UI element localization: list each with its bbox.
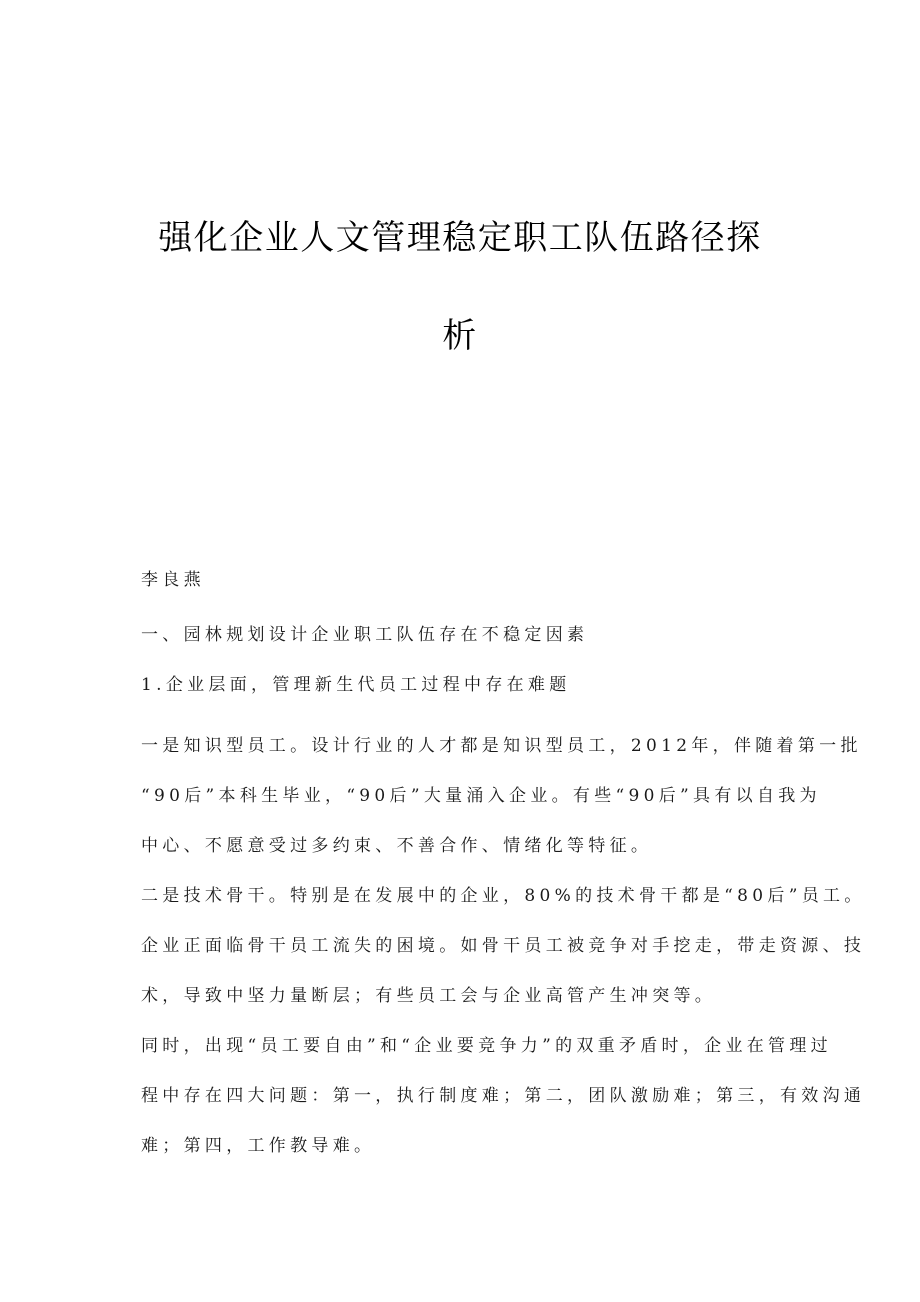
section-heading-text: 一、园林规划设计企业职工队伍存在不稳定因素 <box>141 625 589 645</box>
paragraph-line: 术，导致中坚力量断层；有些员工会与企业高管产生冲突等。 <box>141 986 717 1006</box>
document-title-line-2: 析 <box>442 316 478 356</box>
subsection-heading <box>141 660 781 710</box>
paragraph-line: “90后”本科生毕业，“90后”大量涌入企业。有些“90后”具有以自我为 <box>141 786 821 806</box>
paragraph-line: 二是技术骨干。特别是在发展中的企业，80%的技术骨干都是“80后”员工。 <box>141 886 866 906</box>
subsection-heading-text: 1.企业层面，管理新生代员工过程中存在难题 <box>141 675 571 695</box>
paragraph-technical-backbone <box>141 871 866 1021</box>
section-heading <box>141 610 781 660</box>
paragraph-line: 中心、不愿意受过多约束、不善合作、情绪化等特征。 <box>141 836 653 856</box>
author-name <box>141 555 781 605</box>
author-line: 李良燕 <box>141 570 205 590</box>
paragraph-line: 同时，出现“员工要自由”和“企业要竞争力”的双重矛盾时，企业在管理过 <box>141 1036 832 1056</box>
paragraph-line: 一是知识型员工。设计行业的人才都是知识型员工，2012年，伴随着第一批 <box>141 736 862 756</box>
paragraph-line: 难；第四，工作教导难。 <box>141 1136 376 1156</box>
paragraph-line: 程中存在四大问题：第一，执行制度难；第二，团队激励难；第三，有效沟通 <box>141 1086 866 1106</box>
paragraph-line: 企业正面临骨干员工流失的困境。如骨干员工被竞争对手挖走，带走资源、技 <box>141 936 866 956</box>
paragraph-four-problems <box>141 1021 866 1171</box>
paragraph-knowledge-workers <box>141 721 862 871</box>
document-title-line-1: 强化企业人文管理稳定职工队伍路径探 <box>158 218 762 258</box>
